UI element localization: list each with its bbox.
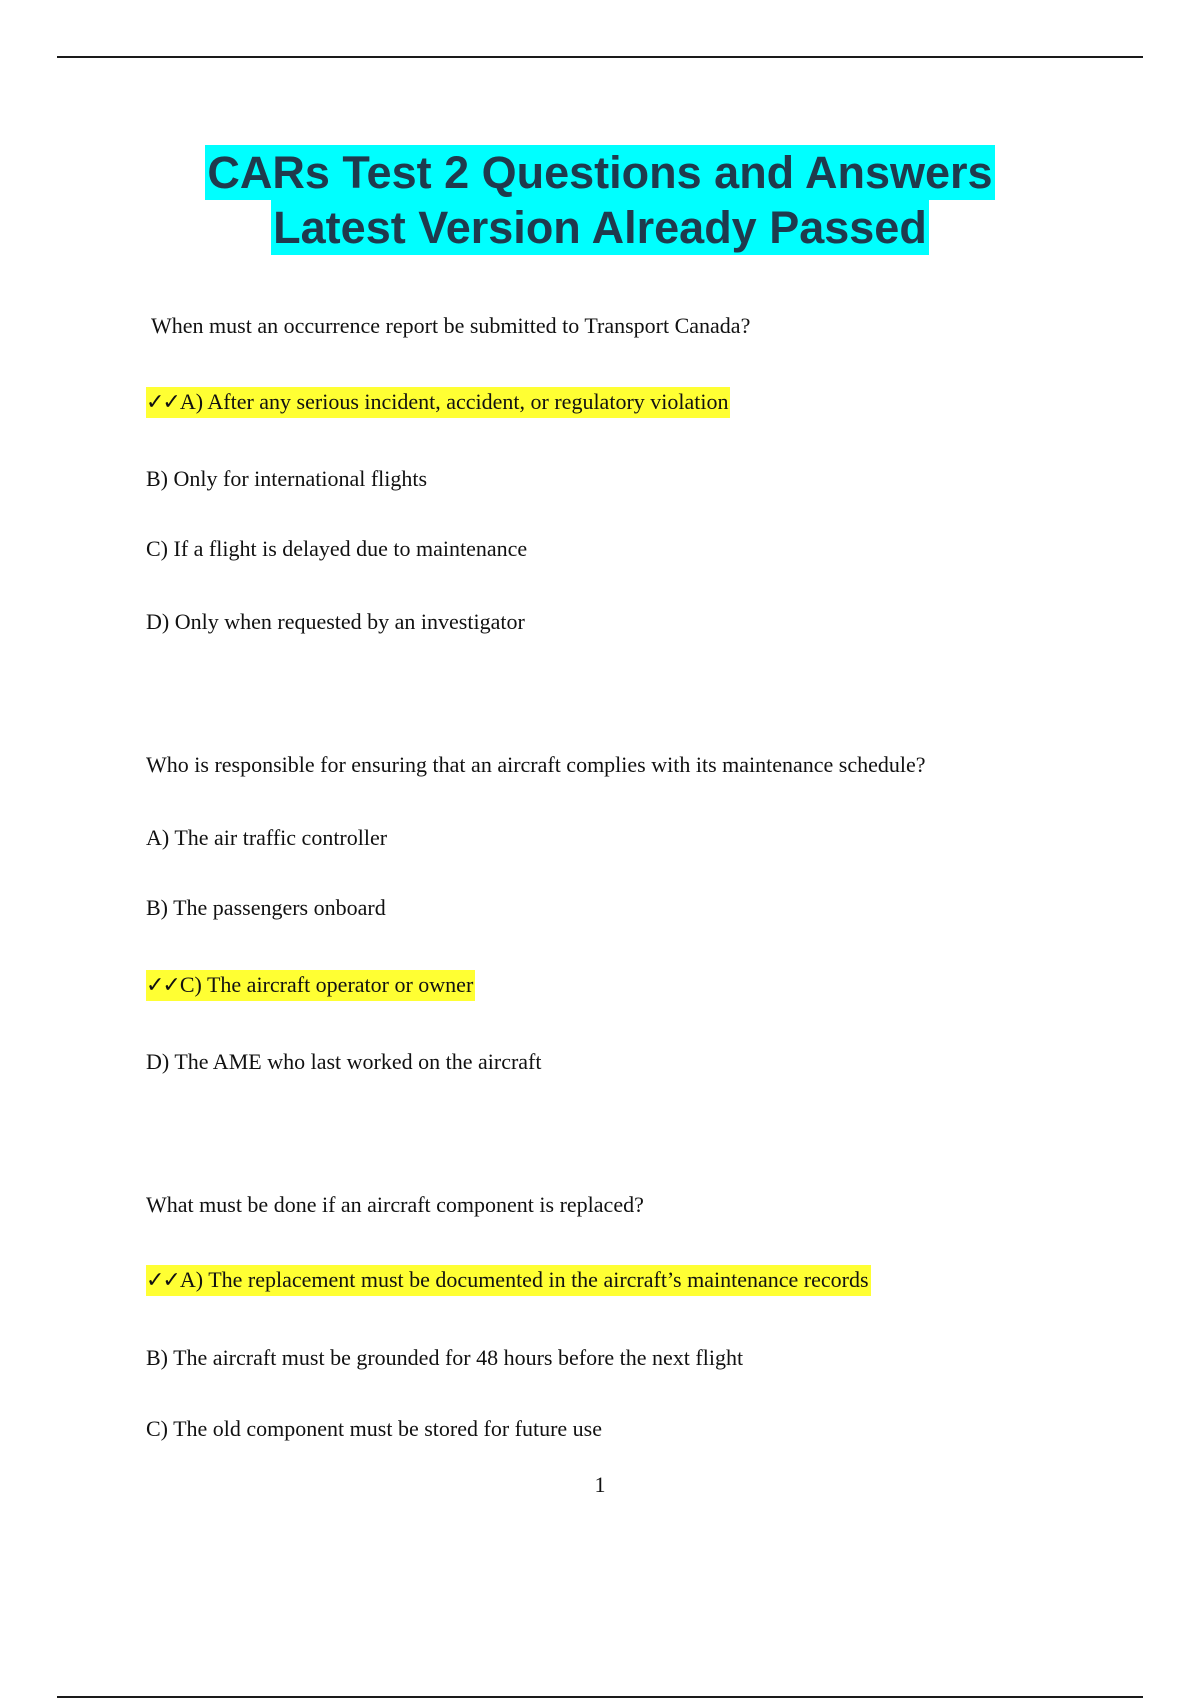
question-1-prompt: When must an occurrence report be submitted to Transport Canada? xyxy=(151,313,751,338)
title-line-1: CARs Test 2 Questions and Answers xyxy=(207,147,993,198)
option-label: C) The aircraft operator or owner xyxy=(179,972,474,997)
question-2-option-a: A) The air traffic controller xyxy=(146,825,388,850)
page-number: 1 xyxy=(594,1472,606,1497)
question-3-prompt: What must be done if an aircraft component is replaced? xyxy=(146,1192,644,1217)
question-3-option-a xyxy=(146,1265,871,1296)
footer-rule xyxy=(57,1696,1143,1698)
option-label: A) The replacement must be documented in the aircraft’s maintenance records xyxy=(179,1267,869,1292)
question-2-option-c xyxy=(146,970,475,1001)
question-3-option-b: B) The aircraft must be grounded for 48 hours before the next flight xyxy=(146,1345,744,1370)
document-title xyxy=(0,145,1200,255)
question-2-prompt: Who is responsible for ensuring that an aircraft complies with its maintenance schedule? xyxy=(146,752,926,777)
check-mark-icon: ✓✓ xyxy=(146,1268,179,1293)
question-1-option-b: B) Only for international flights xyxy=(146,466,428,491)
question-2-option-b: B) The passengers onboard xyxy=(146,895,386,920)
check-mark-icon: ✓✓ xyxy=(146,973,179,998)
question-3-option-c: C) The old component must be stored for future use xyxy=(146,1416,602,1441)
check-mark-icon: ✓✓ xyxy=(146,390,179,415)
question-1-option-d: D) Only when requested by an investigator xyxy=(146,609,525,634)
option-label: A) After any serious incident, accident, or regulatory violation xyxy=(179,389,729,414)
question-2-option-d: D) The AME who last worked on the aircraft xyxy=(146,1049,542,1074)
question-1-option-c: C) If a flight is delayed due to maintenance xyxy=(146,536,528,561)
title-line-2: Latest Version Already Passed xyxy=(273,202,927,253)
header-rule xyxy=(57,56,1143,58)
question-1-option-a xyxy=(146,387,730,418)
